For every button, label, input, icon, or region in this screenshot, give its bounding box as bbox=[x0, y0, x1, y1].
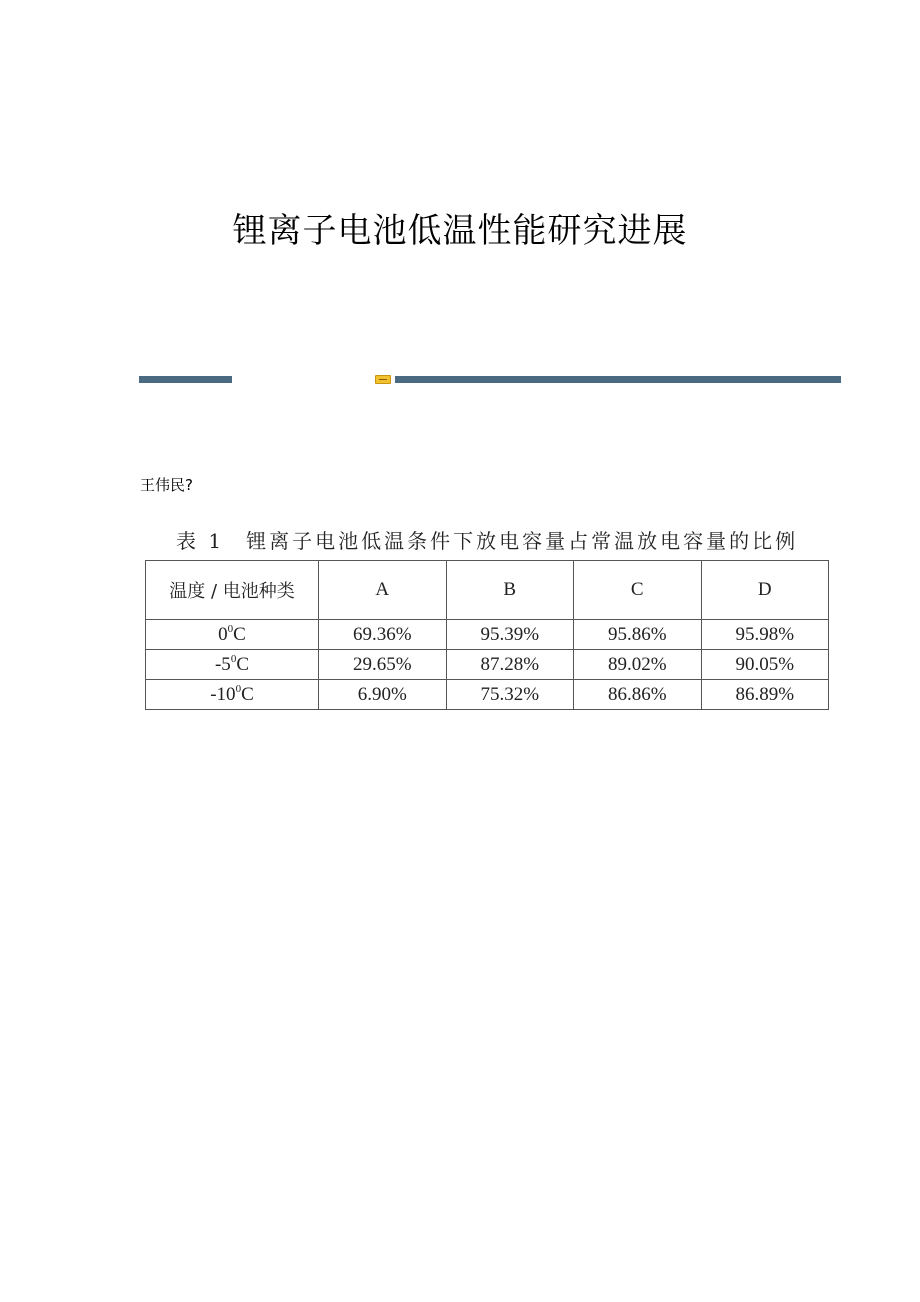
temperature-unit: C bbox=[236, 654, 249, 675]
discharge-ratio-table bbox=[145, 560, 829, 710]
table-row bbox=[146, 680, 829, 710]
temperature-value: 0 bbox=[218, 624, 228, 645]
header-cell-temperature: 温度 / 电池种类 bbox=[146, 561, 319, 620]
divider-bar-right bbox=[395, 376, 841, 383]
temperature-cell bbox=[146, 620, 319, 650]
document-title: 锂离子电池低温性能研究进展 bbox=[232, 211, 688, 251]
value-cell: 89.02% bbox=[574, 650, 702, 680]
temperature-cell bbox=[146, 650, 319, 680]
table-caption-text: 锂离子电池低温条件下放电容量占常温放电容量的比例 bbox=[246, 529, 799, 553]
degree-superscript: 0 bbox=[235, 683, 242, 695]
degree-superscript: 0 bbox=[230, 653, 237, 665]
temperature-unit: C bbox=[233, 624, 246, 645]
value-cell: 29.65% bbox=[319, 650, 447, 680]
value-cell: 95.39% bbox=[446, 620, 574, 650]
table-row bbox=[146, 650, 829, 680]
value-cell: 86.86% bbox=[574, 680, 702, 710]
header-cell-c: C bbox=[574, 561, 702, 620]
value-cell: 90.05% bbox=[701, 650, 829, 680]
author-name: 王伟民? bbox=[140, 476, 193, 494]
value-cell: 95.86% bbox=[574, 620, 702, 650]
degree-superscript: 0 bbox=[227, 623, 234, 635]
temperature-unit: C bbox=[241, 684, 254, 705]
value-cell: 87.28% bbox=[446, 650, 574, 680]
value-cell: 86.89% bbox=[701, 680, 829, 710]
table-row bbox=[146, 620, 829, 650]
temperature-value: -10 bbox=[210, 684, 236, 705]
table-header-row bbox=[146, 561, 829, 620]
divider-bar-left bbox=[139, 376, 232, 383]
header-cell-a: A bbox=[319, 561, 447, 620]
value-cell: 6.90% bbox=[319, 680, 447, 710]
table-caption bbox=[176, 525, 798, 554]
table-caption-number: 表 1 bbox=[176, 529, 225, 553]
header-cell-d: D bbox=[701, 561, 829, 620]
value-cell: 75.32% bbox=[446, 680, 574, 710]
temperature-value: -5 bbox=[214, 654, 231, 675]
temperature-cell bbox=[146, 680, 319, 710]
value-cell: 95.98% bbox=[701, 620, 829, 650]
divider-emblem-icon bbox=[375, 375, 391, 384]
header-cell-b: B bbox=[446, 561, 574, 620]
section-divider bbox=[139, 375, 841, 384]
value-cell: 69.36% bbox=[319, 620, 447, 650]
